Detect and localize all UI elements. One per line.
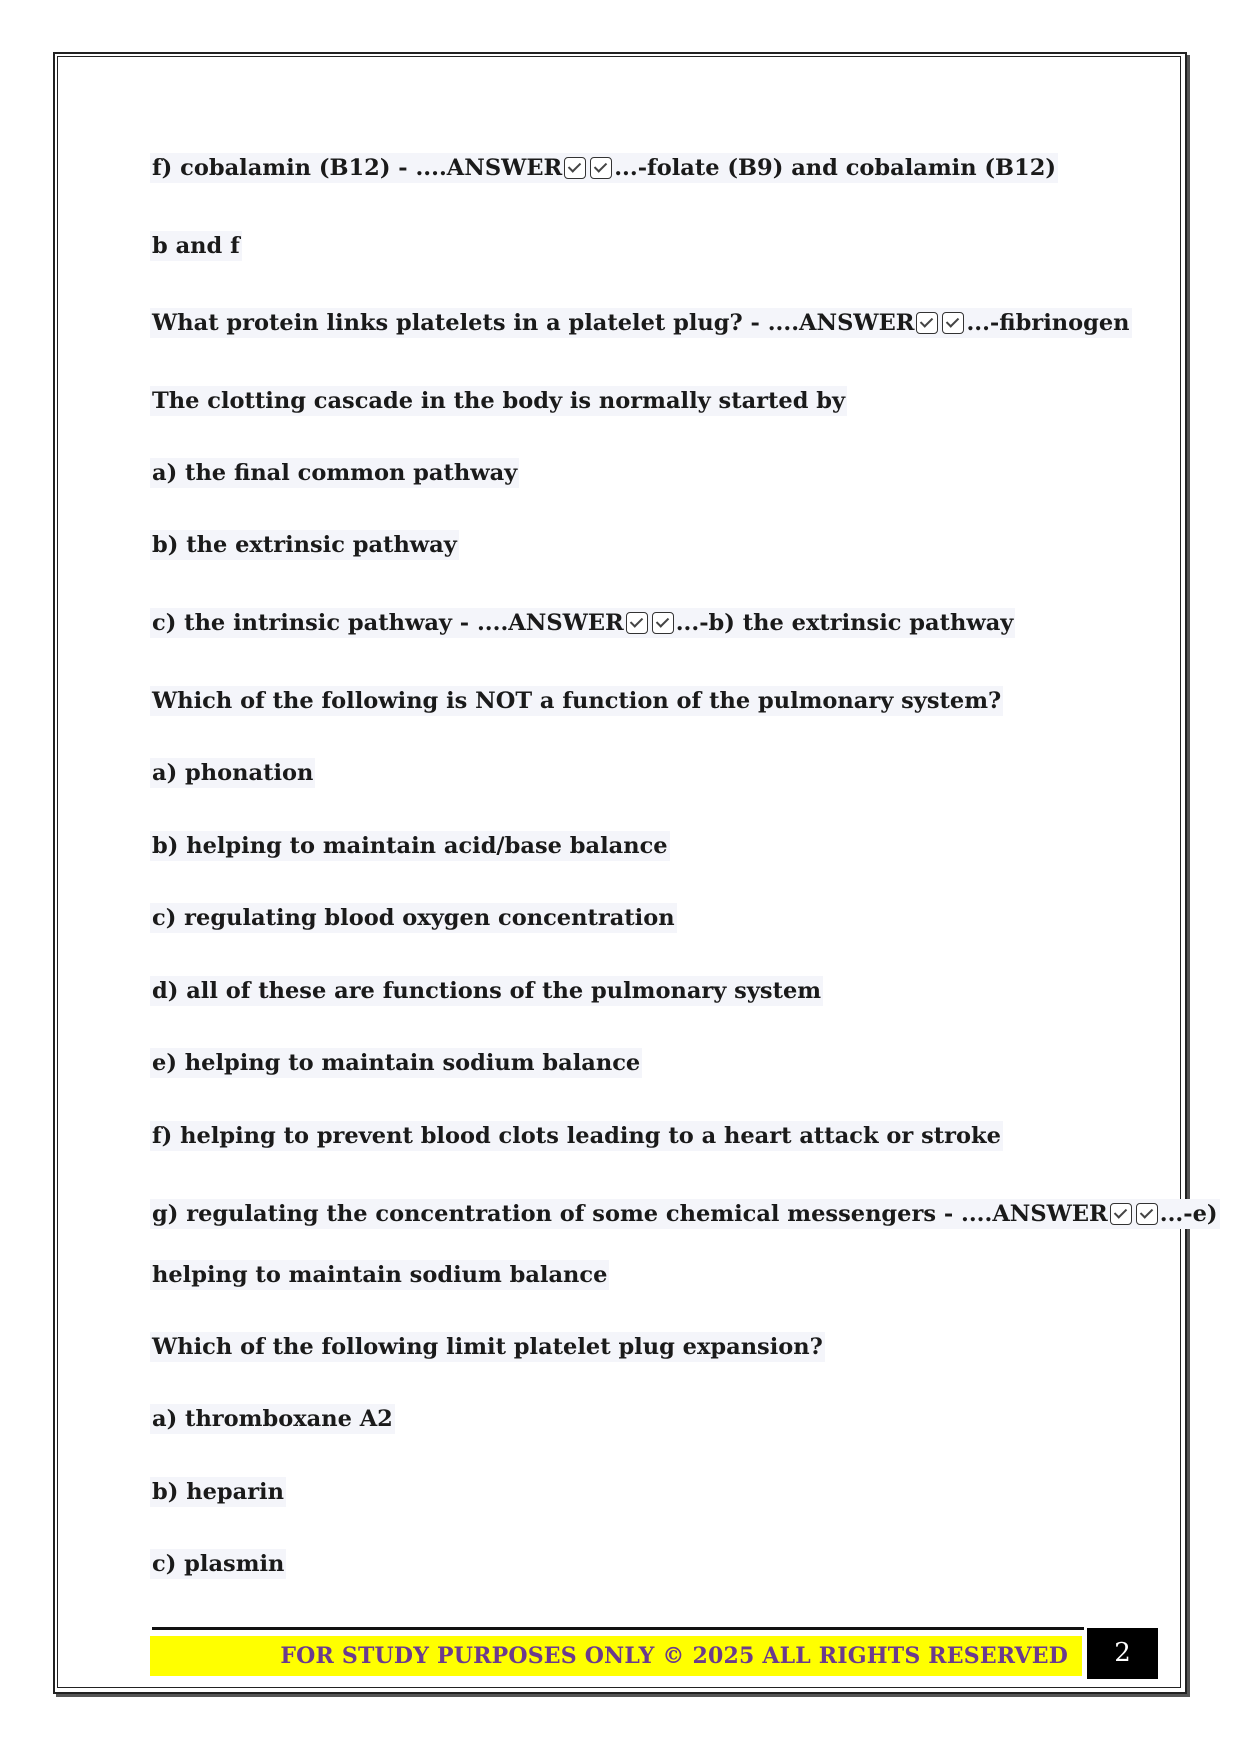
answer-line-folate-cobalamin [150, 153, 1058, 183]
line-text: b) helping to maintain acid/base balance [152, 833, 668, 859]
line-text: e) helping to maintain sodium balance [152, 1050, 641, 1076]
line-text: b) the extrinsic pathway [152, 532, 457, 558]
line-text: a) the final common pathway [152, 460, 518, 486]
check-icon [1136, 1203, 1158, 1225]
line-answer: ...-e) [1159, 1201, 1218, 1227]
answer-line-sodium [150, 1199, 1220, 1229]
line-text: a) thromboxane A2 [152, 1406, 393, 1432]
check-icon [626, 612, 648, 634]
page-frame-inner [57, 56, 1181, 1688]
line-text: What protein links platelets in a platelet plug? - ....ANSWER [152, 310, 915, 336]
line-text: f) cobalamin (B12) - ....ANSWER [152, 155, 563, 181]
footer-band [150, 1636, 1082, 1676]
footer-divider [152, 1627, 1084, 1630]
option-line [150, 903, 677, 933]
check-icon [916, 312, 938, 334]
line-text: d) all of these are functions of the pulmonary system [152, 978, 822, 1004]
line-text: c) plasmin [152, 1551, 285, 1577]
line-text: Which of the following limit platelet plug expansion? [152, 1334, 823, 1360]
line-text: b and f [152, 233, 240, 259]
line-answer: ...-fibrinogen [966, 310, 1130, 336]
option-line [150, 976, 823, 1006]
line-text: helping to maintain sodium balance [152, 1262, 608, 1288]
option-line [150, 1048, 642, 1078]
option-line [150, 1549, 286, 1579]
line-text: a) phonation [152, 760, 314, 786]
line-text: g) regulating the concentration of some chemical messengers - ....ANSWER [152, 1201, 1108, 1227]
option-line [150, 831, 670, 861]
option-line [150, 1404, 395, 1434]
check-icon [942, 312, 964, 334]
line-text: b) heparin [152, 1479, 284, 1505]
check-icon [590, 157, 612, 179]
check-icon [564, 157, 586, 179]
line-answer: ...-folate (B9) and cobalamin (B12) [614, 155, 1057, 181]
line-answer: ...-b) the extrinsic pathway [675, 610, 1014, 636]
option-line [150, 458, 519, 488]
answer-continuation [150, 1260, 609, 1290]
question-platelet-plug [150, 1332, 825, 1362]
option-line [150, 530, 459, 560]
option-line [150, 1121, 1003, 1151]
question-clotting-cascade [150, 386, 847, 416]
line-text: Which of the following is NOT a function of the pulmonary system? [152, 688, 1002, 714]
option-line [150, 1477, 286, 1507]
line-text: c) regulating blood oxygen concentration [152, 905, 675, 931]
answer-line-fibrinogen [150, 308, 1132, 338]
page-number: 2 [1087, 1628, 1158, 1679]
check-icon [1110, 1203, 1132, 1225]
line-text: c) the intrinsic pathway - ....ANSWER [152, 610, 624, 636]
text-line [150, 231, 242, 261]
line-text: The clotting cascade in the body is normally started by [152, 388, 846, 414]
question-pulmonary [150, 686, 1003, 716]
answer-line-extrinsic [150, 608, 1015, 638]
check-icon [652, 612, 674, 634]
option-line [150, 758, 315, 788]
line-text: f) helping to prevent blood clots leading to a heart attack or stroke [152, 1123, 1001, 1149]
footer-copyright: FOR STUDY PURPOSES ONLY © 2025 ALL RIGHTS RESERVED [280, 1643, 1068, 1669]
